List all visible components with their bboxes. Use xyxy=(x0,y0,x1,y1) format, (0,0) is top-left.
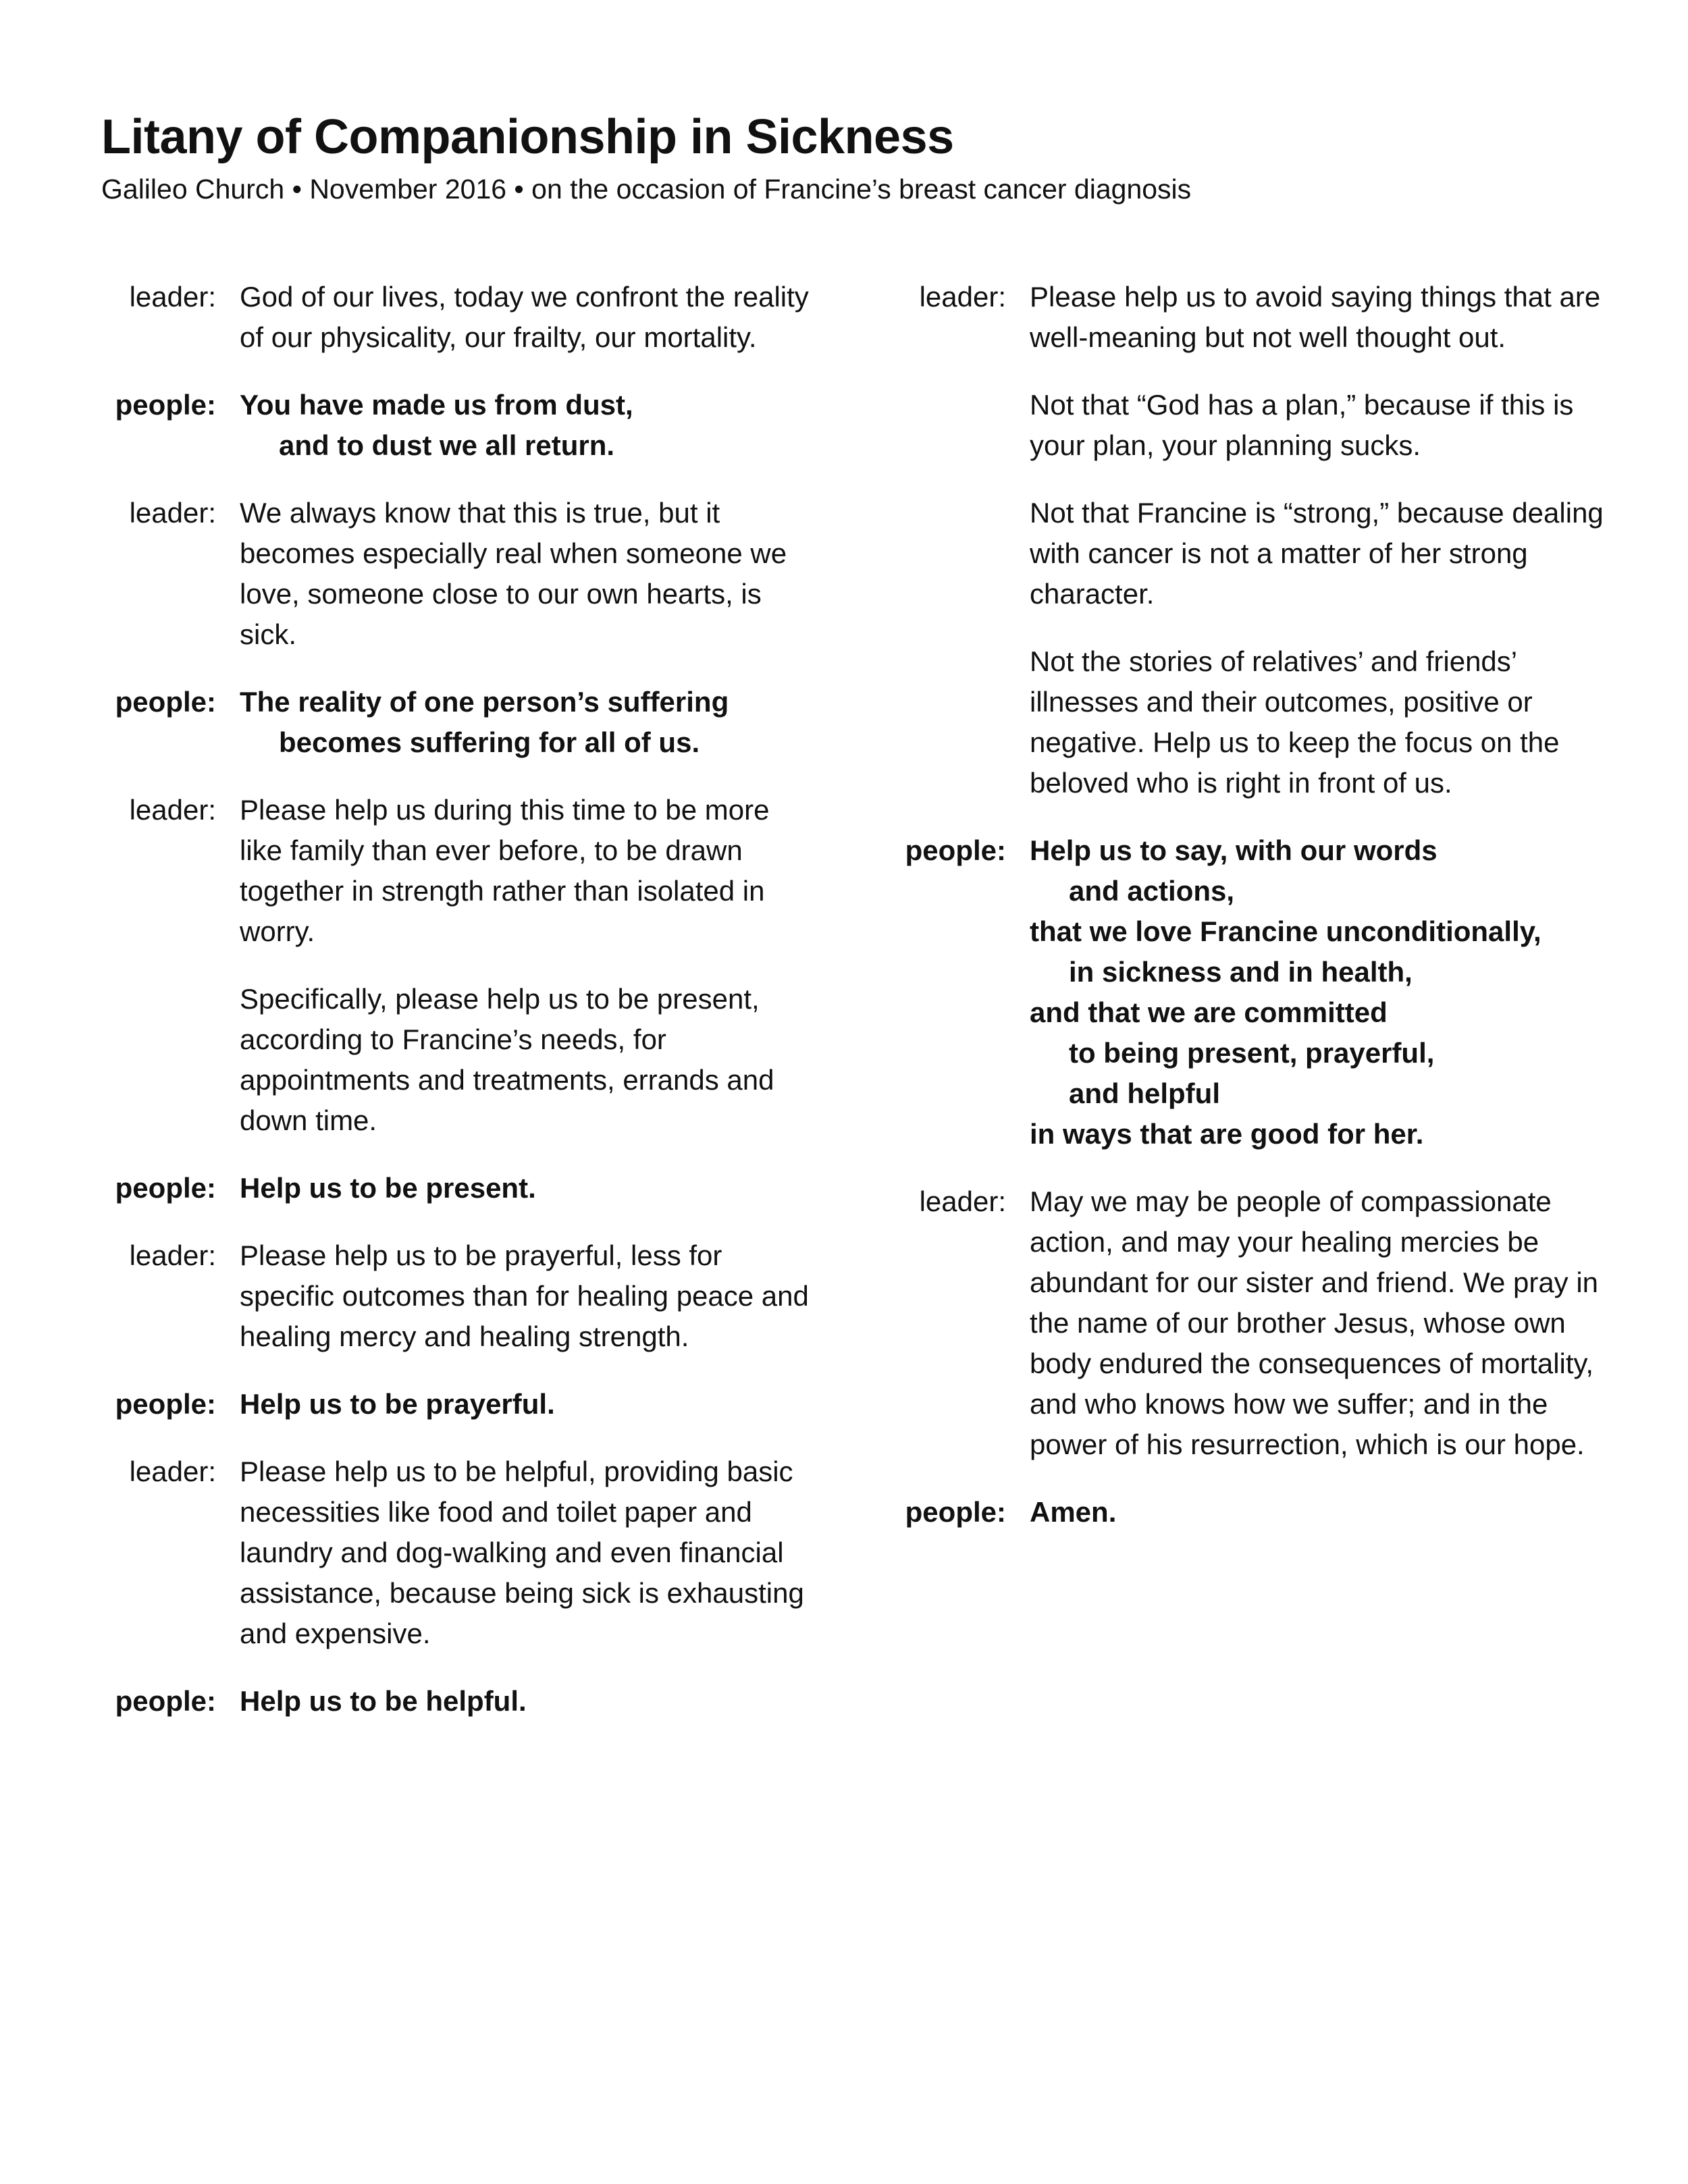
leader-prayer xyxy=(878,277,1620,803)
people-response xyxy=(88,1168,810,1208)
response-line: that we love Francine unconditionally, xyxy=(1030,915,1541,947)
response-text xyxy=(1030,1492,1620,1533)
speaker-label-leader: leader: xyxy=(129,794,216,826)
response-line: Help us to say, with our words xyxy=(1030,834,1438,866)
leader-prayer xyxy=(88,277,810,358)
response-text xyxy=(240,1384,810,1424)
response-text xyxy=(240,682,810,763)
leader-prayer xyxy=(88,790,810,1141)
prayer-text xyxy=(240,277,810,358)
leader-prayer xyxy=(878,1181,1620,1465)
prayer-text xyxy=(240,790,810,1141)
prayer-paragraph: Not that “God has a plan,” because if this is your plan, your planning sucks. xyxy=(1030,389,1574,461)
response-line: and that we are committed xyxy=(1030,996,1388,1028)
prayer-paragraph: Please help us during this time to be more like family than ever before, to be drawn together in strength rather than isolated in worry. xyxy=(240,794,770,947)
response-line: The reality of one person’s suffering xyxy=(240,686,729,718)
prayer-paragraph: Specifically, please help us to be present, according to Francine’s needs, for appointments and treatments, errands and down time. xyxy=(240,983,774,1136)
response-line: becomes suffering for all of us. xyxy=(279,726,700,758)
prayer-paragraph: May we may be people of compassionate action, and may your healing mercies be abundant for our sister and friend. We pray in the name of our brother Jesus, whose own body endured the consequences of mortality, and who knows how we suffer; and in the power of his resurrection, which is our hope. xyxy=(1030,1186,1599,1460)
people-response xyxy=(88,1681,810,1722)
page-title: Litany of Companionship in Sickness xyxy=(101,110,954,164)
speaker-label-leader: leader: xyxy=(129,281,216,313)
prayer-text xyxy=(1030,277,1620,803)
response-line: You have made us from dust, xyxy=(240,389,633,421)
speaker-label-people: people: xyxy=(115,1172,216,1204)
speaker-label-leader: leader: xyxy=(129,1456,216,1487)
right-column xyxy=(878,277,1620,1560)
response-line: in sickness and in health, xyxy=(1069,956,1413,988)
prayer-text xyxy=(240,1235,810,1357)
speaker-label-people: people: xyxy=(115,389,216,421)
prayer-text xyxy=(1030,1181,1620,1465)
response-line: Help us to be helpful. xyxy=(240,1685,527,1717)
people-response xyxy=(878,830,1620,1154)
prayer-paragraph: God of our lives, today we confront the reality of our physicality, our frailty, our mortality. xyxy=(240,281,809,353)
response-line: and to dust we all return. xyxy=(279,429,615,461)
response-line: and helpful xyxy=(1069,1077,1220,1109)
speaker-label-people: people: xyxy=(115,1685,216,1717)
prayer-paragraph: Not the stories of relatives’ and friends’ illnesses and their outcomes, positive or negative. Help us to keep the focus on the beloved who is right in front of us. xyxy=(1030,645,1560,799)
people-response xyxy=(878,1492,1620,1533)
left-column xyxy=(88,277,810,1749)
speaker-label-leader: leader: xyxy=(919,1186,1006,1217)
speaker-label-people: people: xyxy=(115,686,216,718)
speaker-label-people: people: xyxy=(905,1496,1006,1528)
page-subtitle: Galileo Church • November 2016 • on the occasion of Francine’s breast cancer diagnosis xyxy=(101,174,1192,205)
prayer-text xyxy=(240,493,810,655)
prayer-paragraph: We always know that this is true, but it becomes especially real when someone we love, someone close to our own hearts, is sick. xyxy=(240,497,787,650)
response-text xyxy=(240,1168,810,1208)
response-text xyxy=(240,385,810,466)
speaker-label-leader: leader: xyxy=(129,497,216,529)
response-line: Help us to be present. xyxy=(240,1172,536,1204)
leader-prayer xyxy=(88,1235,810,1357)
speaker-label-people: people: xyxy=(905,834,1006,866)
prayer-text xyxy=(240,1451,810,1654)
leader-prayer xyxy=(88,1451,810,1654)
response-text xyxy=(1030,830,1620,1154)
people-response xyxy=(88,1384,810,1424)
response-line: in ways that are good for her. xyxy=(1030,1118,1424,1150)
response-line: to being present, prayerful, xyxy=(1069,1037,1435,1069)
speaker-label-leader: leader: xyxy=(919,281,1006,313)
response-text xyxy=(240,1681,810,1722)
prayer-paragraph: Please help us to be prayerful, less for specific outcomes than for healing peace and healing mercy and healing strength. xyxy=(240,1240,809,1352)
people-response xyxy=(88,682,810,763)
leader-prayer xyxy=(88,493,810,655)
response-line: and actions, xyxy=(1069,875,1235,907)
response-line: Amen. xyxy=(1030,1496,1117,1528)
speaker-label-people: people: xyxy=(115,1388,216,1420)
prayer-paragraph: Not that Francine is “strong,” because dealing with cancer is not a matter of her strong character. xyxy=(1030,497,1604,610)
people-response xyxy=(88,385,810,466)
speaker-label-leader: leader: xyxy=(129,1240,216,1271)
prayer-paragraph: Please help us to be helpful, providing basic necessities like food and toilet paper and laundry and dog-walking and even financial assistance, because being sick is exhausting and expensive. xyxy=(240,1456,804,1649)
prayer-paragraph: Please help us to avoid saying things that are well-meaning but not well thought out. xyxy=(1030,281,1601,353)
response-line: Help us to be prayerful. xyxy=(240,1388,555,1420)
